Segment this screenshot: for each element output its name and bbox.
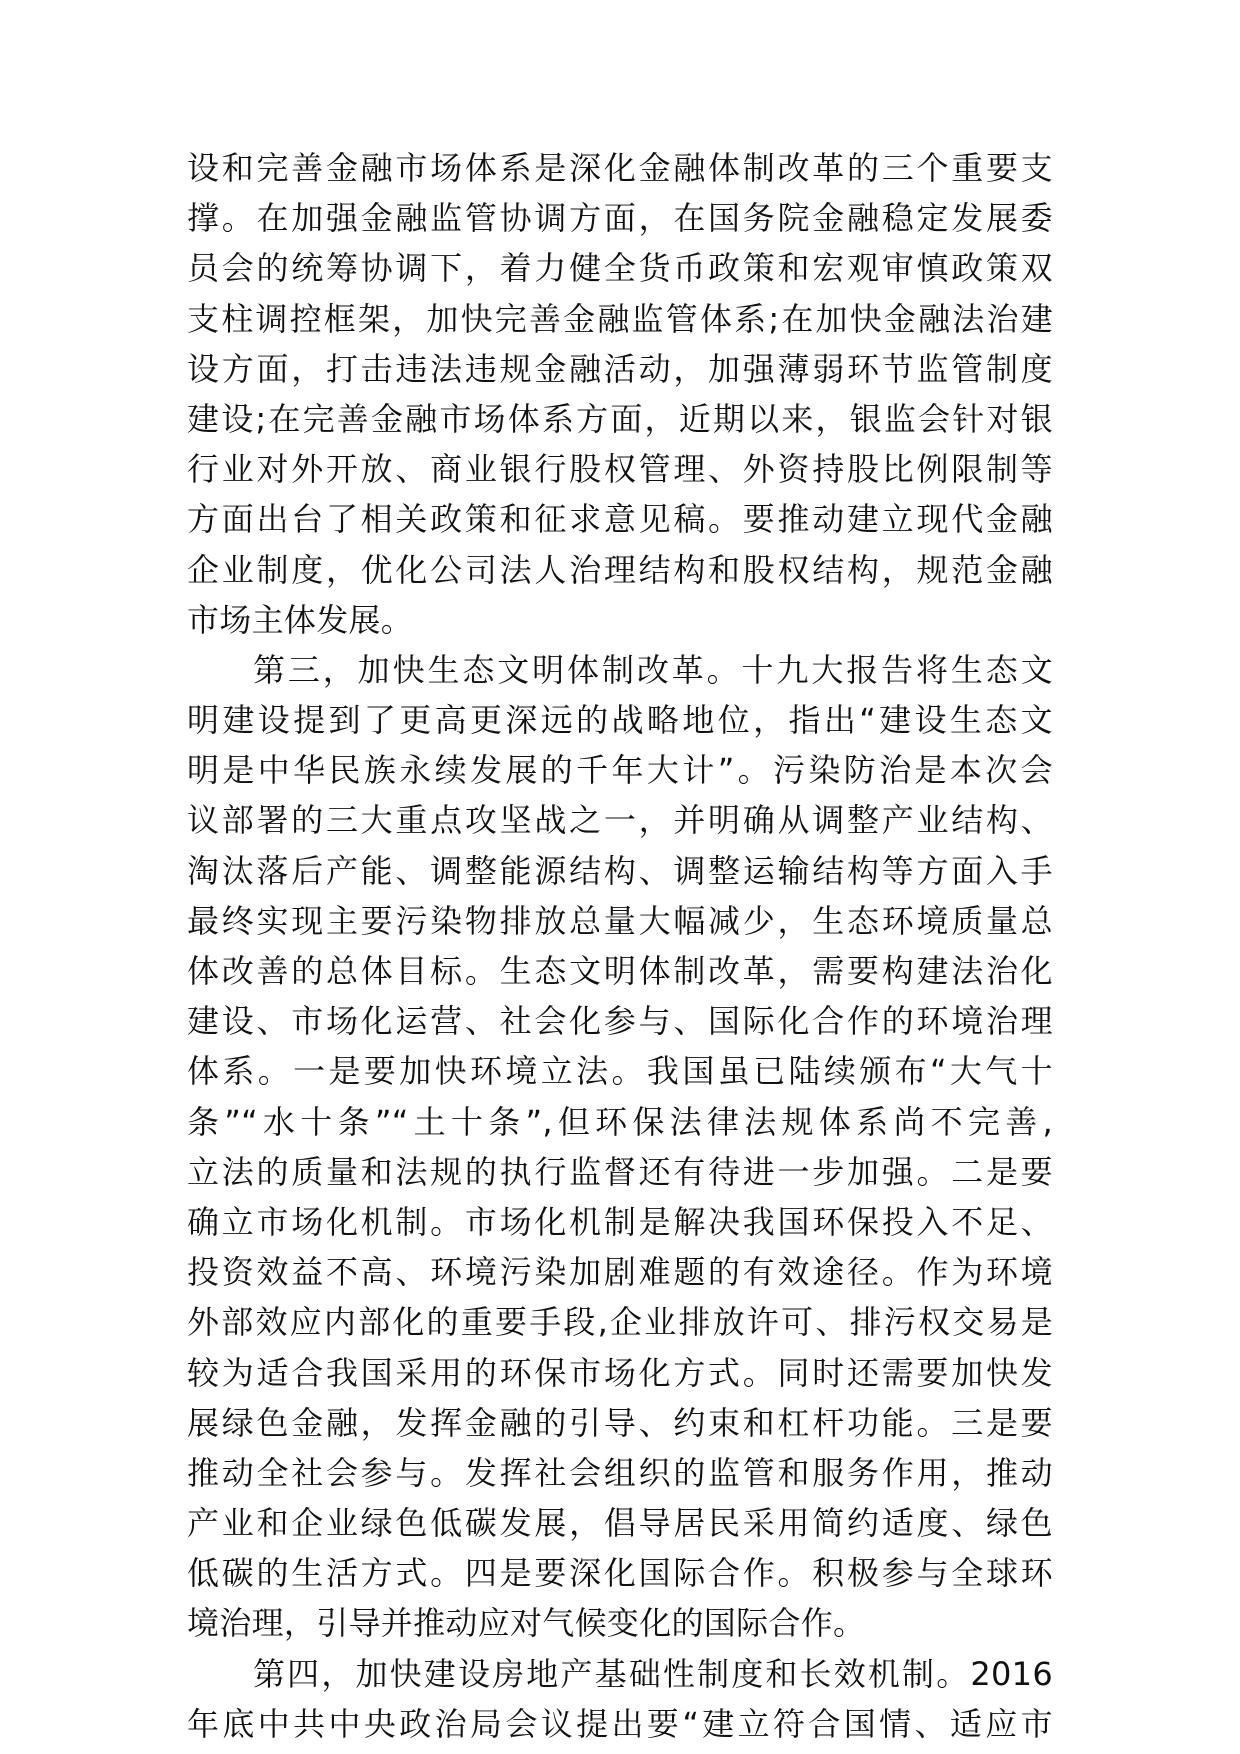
- text-line: 行业对外开放、商业银行股权管理、外资持股比例限制等: [187, 450, 1053, 489]
- paragraph-start-line: 第三，加快生态文明体制改革。十九大报告将生态文: [253, 650, 1053, 689]
- text-line: 明建设提到了更高更深远的战略地位，指出“建设生态文: [187, 701, 1053, 740]
- text-line: 设方面，打击违法违规金融活动，加强薄弱环节监管制度: [187, 349, 1053, 388]
- document-body: [187, 143, 1053, 1749]
- text-line: 低碳的生活方式。四是要深化国际合作。积极参与全球环: [187, 1554, 1053, 1593]
- text-line: 体改善的总体目标。生态文明体制改革，需要构建法治化: [187, 952, 1053, 990]
- text-line: 明是中华民族永续发展的千年大计”。污染防治是本次会: [187, 751, 1053, 790]
- text-line: 年底中共中央政治局会议提出要“建立符合国情、适应市: [187, 1704, 1053, 1743]
- text-line: 境治理，引导并推动应对气候变化的国际合作。: [187, 1604, 866, 1643]
- text-line: 设和完善金融市场体系是深化金融体制改革的三个重要支: [187, 149, 1053, 187]
- text-line: 展绿色金融，发挥金融的引导、约束和杠杆功能。三是要: [187, 1403, 1053, 1442]
- text-line: 最终实现主要污染物排放总量大幅减少，生态环境质量总: [187, 901, 1053, 940]
- text-line: 体系。一是要加快环境立法。我国虽已陆续颁布“大气十: [187, 1052, 1053, 1091]
- text-line: 企业制度，优化公司法人治理结构和股权结构，规范金融: [187, 550, 1053, 589]
- text-line: 确立市场化机制。市场化机制是解决我国环保投入不足、: [187, 1202, 1053, 1241]
- text-line: 产业和企业绿色低碳发展，倡导居民采用简约适度、绿色: [187, 1504, 1053, 1543]
- text-line: 议部署的三大重点攻坚战之一，并明确从调整产业结构、: [187, 801, 1053, 840]
- text-line: 方面出台了相关政策和征求意见稿。要推动建立现代金融: [187, 500, 1053, 539]
- text-line: 支柱调控框架，加快完善金融监管体系;在加快金融法治建: [187, 299, 1053, 338]
- text-line: 撑。在加强金融监管协调方面，在国务院金融稳定发展委: [187, 199, 1053, 238]
- text-line: 建设、市场化运营、社会化参与、国际化合作的环境治理: [187, 1002, 1053, 1041]
- text-line: 推动全社会参与。发挥社会组织的监管和服务作用，推动: [187, 1453, 1053, 1492]
- text-line: 条”“水十条”“土十条”,但环保法律法规体系尚不完善,: [187, 1102, 1053, 1141]
- paragraph-start-line: 第四，加快建设房地产基础性制度和长效机制。2016: [253, 1654, 1053, 1693]
- text-line: 投资效益不高、环境污染加剧难题的有效途径。作为环境: [187, 1253, 1053, 1292]
- text-line: 较为适合我国采用的环保市场化方式。同时还需要加快发: [187, 1353, 1053, 1392]
- text-line: 淘汰落后产能、调整能源结构、调整运输结构等方面入手: [187, 851, 1053, 890]
- text-line: 外部效应内部化的重要手段,企业排放许可、排污权交易是: [187, 1303, 1053, 1342]
- text-line: 立法的质量和法规的执行监督还有待进一步加强。二是要: [187, 1152, 1053, 1191]
- text-line: 员会的统筹协调下，着力健全货币政策和宏观审慎政策双: [187, 249, 1053, 288]
- text-line: 市场主体发展。: [187, 600, 414, 639]
- text-line: 建设;在完善金融市场体系方面，近期以来，银监会针对银: [187, 399, 1053, 438]
